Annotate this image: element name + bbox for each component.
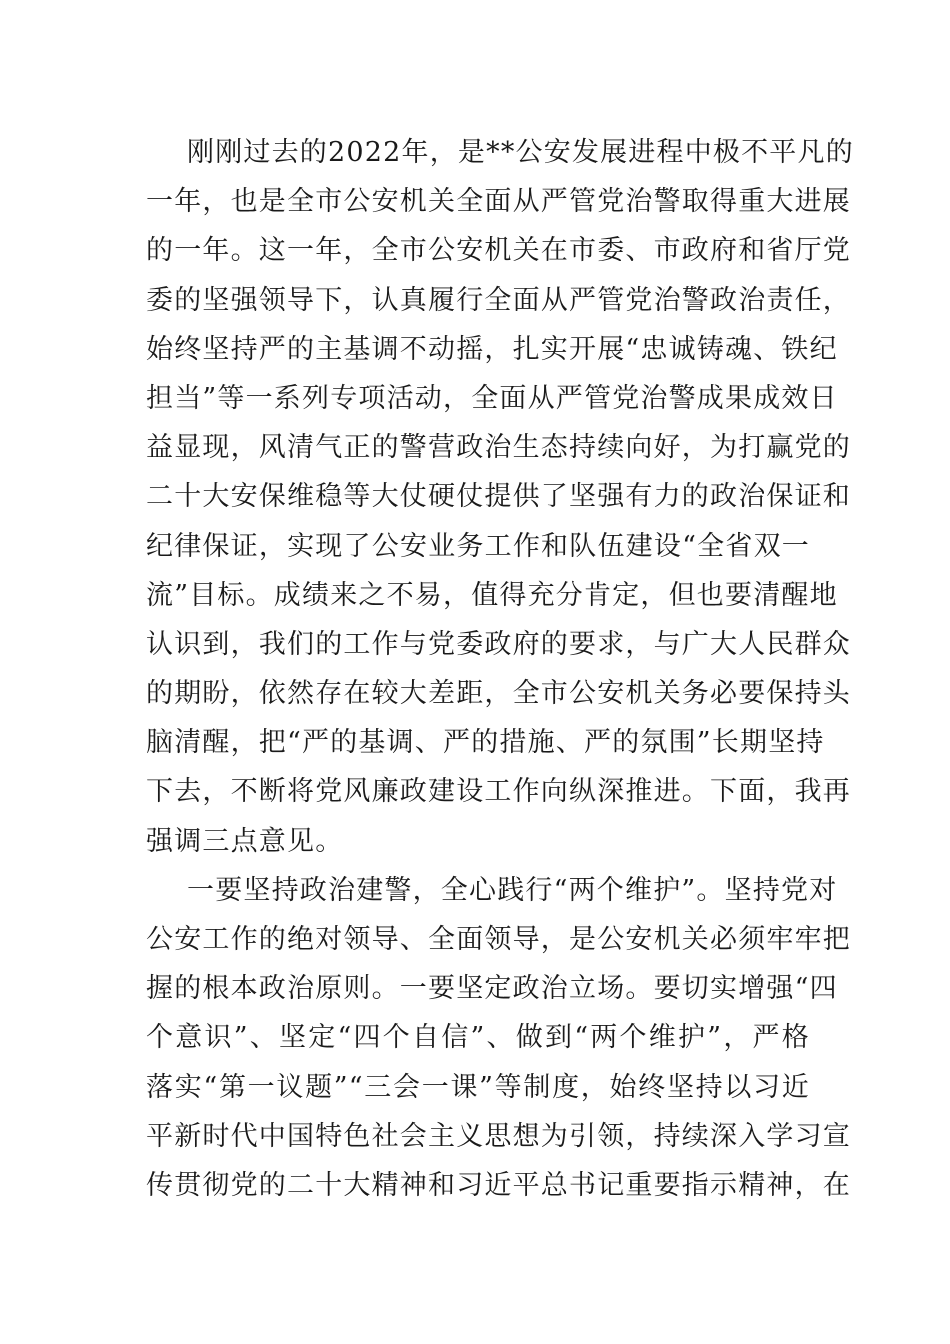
paragraph-2	[146, 866, 851, 1210]
text-line: 个意识”、坚定“四个自信”、做到“两个维护”，严格	[146, 1022, 810, 1054]
text-line: 落实“第一议题”“三会一课”等制度，始终坚持以习近	[146, 1071, 810, 1103]
text-line: 益显现，风清气正的警营政治生态持续向好，为打赢党的	[146, 432, 851, 464]
text-line: 一要坚持政治建警，全心践行“两个维护”。坚持党对	[187, 874, 838, 906]
text-line: 强调三点意见。	[146, 825, 344, 857]
text-line: 认识到，我们的工作与党委政府的要求，与广大人民群众	[146, 628, 851, 660]
document-body	[146, 128, 854, 1210]
text-line: 一年，也是全市公安机关全面从严管党治警取得重大进展	[146, 186, 851, 218]
text-line: 传贯彻党的二十大精神和习近平总书记重要指示精神，在	[146, 1169, 851, 1201]
text-line: 委的坚强领导下，认真履行全面从严管党治警政治责任，	[146, 284, 851, 316]
text-line: 纪律保证，实现了公安业务工作和队伍建设“全省双一	[146, 530, 810, 562]
text-line: 脑清醒，把“严的基调、严的措施、严的氛围”长期坚持	[146, 727, 825, 759]
paragraph-1	[146, 128, 854, 866]
text-line: 担当”等一系列专项活动，全面从严管党治警成果成效日	[146, 382, 838, 414]
text-line: 始终坚持严的主基调不动摇，扎实开展“忠诚铸魂、铁纪	[146, 333, 838, 365]
text-line: 公安工作的绝对领导、全面领导，是公安机关必须牢牢把	[146, 924, 851, 955]
text-line: 握的根本政治原则。一要坚定政治立场。要切实增强“四	[146, 973, 838, 1005]
text-line: 流”目标。成绩来之不易，值得充分肯定，但也要清醒地	[146, 579, 838, 611]
text-line: 的一年。这一年，全市公安机关在市委、市政府和省厅党	[146, 235, 851, 267]
text-line: 平新时代中国特色社会主义思想为引领，持续深入学习宣	[146, 1120, 851, 1152]
text-line: 的期盼，依然存在较大差距，全市公安机关务必要保持头	[146, 678, 851, 710]
text-line: 刚刚过去的2022年，是**公安发展进程中极不平凡的	[187, 137, 854, 168]
text-line: 二十大安保维稳等大仗硬仗提供了坚强有力的政治保证和	[146, 481, 851, 513]
text-line: 下去，不断将党风廉政建设工作向纵深推进。下面，我再	[146, 776, 851, 808]
